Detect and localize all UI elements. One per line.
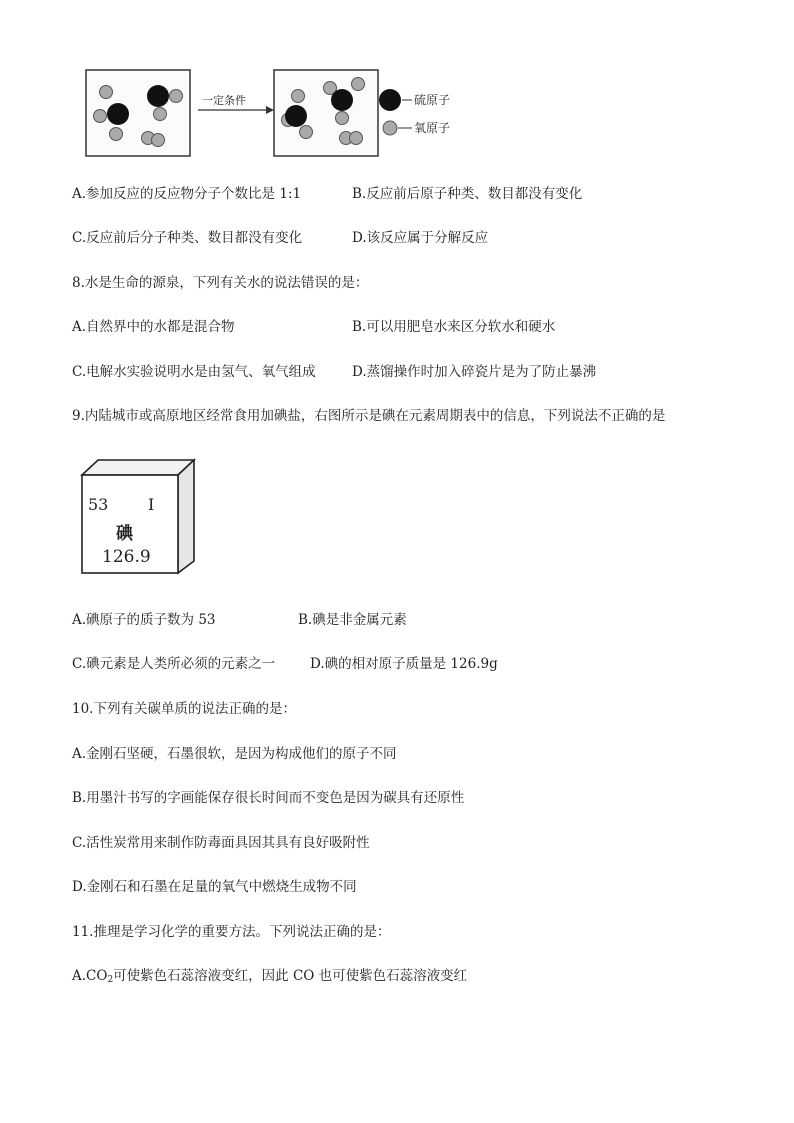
element-tile bbox=[78, 457, 198, 577]
q10-option-a: A.金刚石坚硬，石墨很软，是因为构成他们的原子不同 bbox=[72, 746, 397, 762]
oxygen-atom bbox=[152, 134, 165, 147]
q9-option-d: D.碘的相对原子质量是 126.9g bbox=[310, 656, 498, 672]
q7-option-a: A.参加反应的反应物分子个数比是 1:1 bbox=[72, 186, 302, 202]
q7-option-c: C.反应前后分子种类、数目都没有变化 bbox=[72, 230, 303, 246]
legend-oxygen-swatch bbox=[383, 121, 397, 135]
element-name: 碘 bbox=[116, 524, 133, 544]
q9-option-b: B.碘是非金属元素 bbox=[298, 612, 407, 628]
legend-sulfur-label: 硫原子 bbox=[414, 93, 451, 107]
legend-sulfur-swatch bbox=[379, 89, 401, 111]
sulfur-atom bbox=[107, 103, 129, 125]
q10-option-d: D.金刚石和石墨在足量的氧气中燃烧生成物不同 bbox=[72, 879, 357, 895]
legend-oxygen-label: 氧原子 bbox=[414, 121, 451, 135]
q7-option-d: D.该反应属于分解反应 bbox=[352, 230, 489, 246]
reaction-svg bbox=[80, 66, 480, 162]
q8-stem: 8.水是生命的源泉，下列有关水的说法错误的是： bbox=[72, 275, 369, 291]
q8-option-a: A.自然界中的水都是混合物 bbox=[72, 319, 235, 335]
arrow-label: 一定条件 bbox=[202, 94, 246, 107]
q10-stem: 10.下列有关碳单质的说法正确的是： bbox=[72, 701, 296, 717]
q11-option-a-prefix: A.CO bbox=[72, 968, 108, 984]
q11-option-a-text: 可使紫色石蕊溶液变红，因此 CO 也可使紫色石蕊溶液变红 bbox=[113, 968, 468, 984]
q8-option-d: D.蒸馏操作时加入碎瓷片是为了防止暴沸 bbox=[352, 364, 597, 380]
sulfur-atom bbox=[147, 85, 169, 107]
q11-option-a bbox=[72, 967, 467, 989]
element-atomic-mass: 126.9 bbox=[102, 547, 151, 567]
q8-option-b: B.可以用肥皂水来区分软水和硬水 bbox=[352, 319, 556, 335]
q7-option-b: B.反应前后原子种类、数目都没有变化 bbox=[352, 186, 583, 202]
q10-option-b: B.用墨汁书写的字画能保存很长时间而不变色是因为碳具有还原性 bbox=[72, 790, 465, 806]
element-symbol: I bbox=[148, 495, 155, 514]
q10-option-c: C.活性炭常用来制作防毒面具因其具有良好吸附性 bbox=[72, 835, 370, 851]
q9-option-a: A.碘原子的质子数为 53 bbox=[72, 612, 216, 628]
q9-stem: 9.内陆城市或高原地区经常食用加碘盐，右图所示是碘在元素周期表中的信息，下列说法不正确的是 bbox=[72, 408, 666, 424]
reaction-diagram bbox=[80, 66, 480, 162]
oxygen-atom bbox=[170, 90, 183, 103]
element-atomic-number: 53 bbox=[88, 495, 109, 514]
q9-option-c: C.碘元素是人类所必须的元素之一 bbox=[72, 656, 276, 672]
q11-stem: 11.推理是学习化学的重要方法。下列说法正确的是： bbox=[72, 924, 391, 940]
q11-option-a-subscript: 2 bbox=[107, 975, 114, 985]
oxygen-atom bbox=[154, 108, 167, 121]
q8-option-c: C.电解水实验说明水是由氢气、氧气组成 bbox=[72, 364, 316, 380]
oxygen-atom bbox=[100, 86, 113, 99]
oxygen-atom bbox=[94, 110, 107, 123]
oxygen-atom bbox=[110, 128, 123, 141]
